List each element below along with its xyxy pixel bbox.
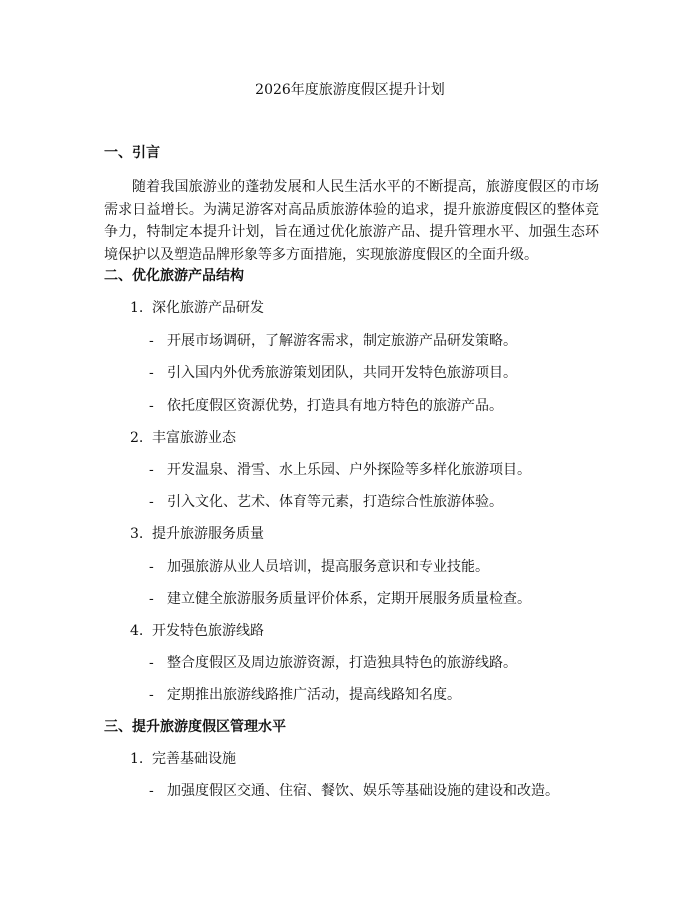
bullet-text: 引入国内外优秀旅游策划团队，共同开发特色旅游项目。 — [167, 365, 517, 381]
bullet-mark: - — [149, 687, 154, 703]
list-number: 1. — [130, 300, 144, 316]
bullet-item — [149, 331, 517, 351]
list-item — [130, 298, 264, 318]
bullet-mark: - — [149, 655, 154, 671]
bullet-text: 加强旅游从业人员培训，提高服务意识和专业技能。 — [167, 559, 489, 575]
bullet-text: 建立健全旅游服务质量评价体系，定期开展服务质量检查。 — [167, 591, 531, 607]
bullet-text: 加强度假区交通、住宿、餐饮、娱乐等基础设施的建设和改造。 — [167, 783, 559, 799]
bullet-text: 依托度假区资源优势，打造具有地方特色的旅游产品。 — [167, 398, 503, 414]
bullet-text: 引入文化、艺术、体育等元素，打造综合性旅游体验。 — [167, 494, 503, 510]
list-item — [130, 621, 264, 641]
list-number: 2. — [130, 430, 144, 446]
list-item — [130, 428, 236, 448]
document-title: 2026年度旅游度假区提升计划 — [255, 82, 445, 98]
bullet-mark: - — [149, 462, 154, 478]
bullet-item — [149, 460, 531, 480]
section-heading-products: 二、优化旅游产品结构 — [104, 268, 244, 284]
bullet-item — [149, 685, 461, 705]
bullet-mark: - — [149, 494, 154, 510]
list-item-label: 深化旅游产品研发 — [152, 300, 264, 316]
bullet-mark: - — [149, 783, 154, 799]
list-item-label: 开发特色旅游线路 — [152, 623, 264, 639]
list-item-label: 丰富旅游业态 — [152, 430, 236, 446]
bullet-mark: - — [149, 398, 154, 414]
section-heading-intro: 一、引言 — [104, 145, 160, 161]
list-item-label: 提升旅游服务质量 — [152, 526, 264, 542]
bullet-text: 开发温泉、滑雪、水上乐园、户外探险等多样化旅游项目。 — [167, 462, 531, 478]
bullet-item — [149, 363, 517, 383]
list-number: 3. — [130, 526, 144, 542]
bullet-mark: - — [149, 365, 154, 381]
bullet-text: 整合度假区及周边旅游资源，打造独具特色的旅游线路。 — [167, 655, 517, 671]
list-number: 4. — [130, 623, 144, 639]
list-item — [130, 524, 264, 544]
bullet-mark: - — [149, 591, 154, 607]
bullet-item — [149, 396, 503, 416]
bullet-mark: - — [149, 333, 154, 349]
list-item-label: 完善基础设施 — [152, 751, 236, 767]
section-heading-management: 三、提升旅游度假区管理水平 — [104, 719, 286, 735]
bullet-item — [149, 492, 503, 512]
bullet-item — [149, 653, 517, 673]
intro-paragraph: 随着我国旅游业的蓬勃发展和人民生活水平的不断提高，旅游度假区的市场需求日益增长。为满足游客对高品质旅游体验的追求，提升旅游度假区的整体竞争力，特制定本提升计划，旨在通过优化旅游产品、提升管理水平、加强生态环境保护以及塑造品牌形象等多方面措施，实现旅游度假区的全面升级。 — [104, 179, 599, 263]
bullet-text: 定期推出旅游线路推广活动，提高线路知名度。 — [167, 687, 461, 703]
bullet-text: 开展市场调研，了解游客需求，制定旅游产品研发策略。 — [167, 333, 517, 349]
bullet-mark: - — [149, 559, 154, 575]
bullet-item — [149, 781, 559, 801]
list-number: 1. — [130, 751, 144, 767]
bullet-item — [149, 557, 489, 577]
list-item — [130, 749, 236, 769]
bullet-item — [149, 589, 531, 609]
